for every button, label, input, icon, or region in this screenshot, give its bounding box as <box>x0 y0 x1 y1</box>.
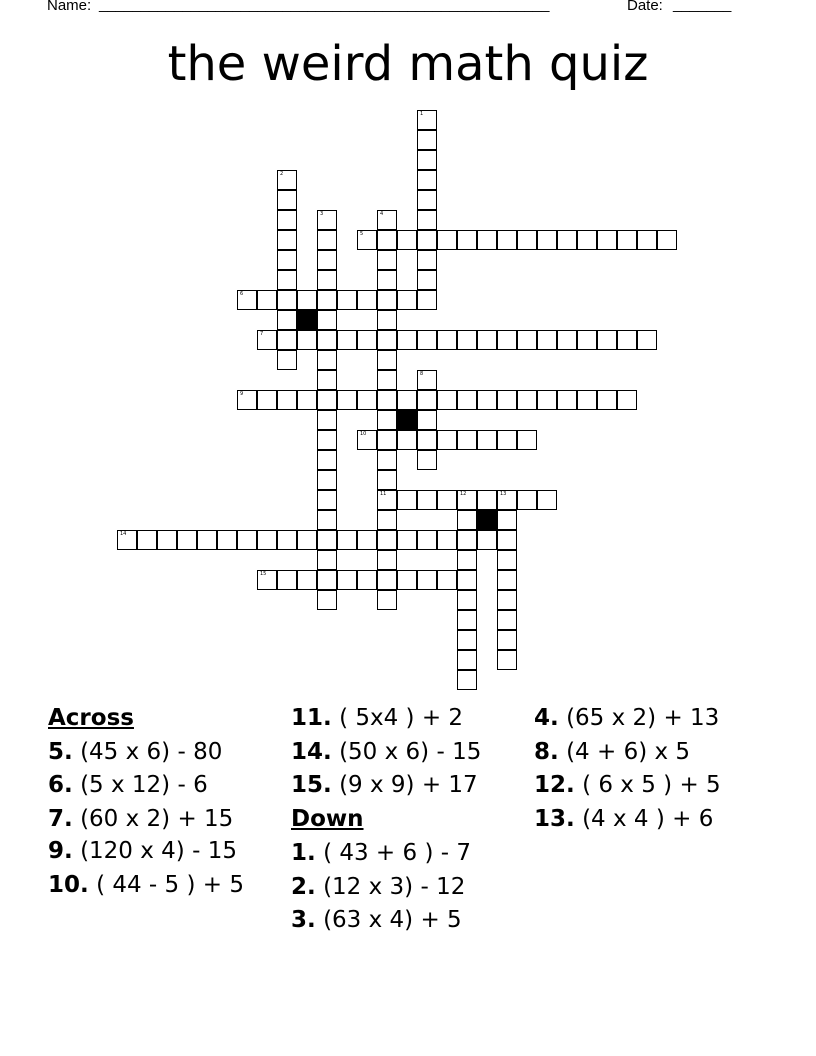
cell-number: 9 <box>240 391 244 397</box>
grid-cell[interactable] <box>497 230 517 250</box>
grid-cell[interactable] <box>317 230 337 250</box>
grid-cell[interactable] <box>597 390 617 410</box>
grid-cell[interactable] <box>257 570 277 590</box>
grid-cell[interactable] <box>437 490 457 510</box>
name-label: Name: <box>47 0 92 14</box>
clue-text: (12 x 3) - 12 <box>323 873 466 900</box>
grid-cell[interactable] <box>477 230 497 250</box>
clue-text: (50 x 6) - 15 <box>339 738 482 765</box>
grid-cell[interactable] <box>457 610 477 630</box>
grid-cell[interactable] <box>377 210 397 230</box>
grid-cell[interactable] <box>417 210 437 230</box>
black-cell <box>397 410 417 430</box>
grid-cell[interactable] <box>197 530 217 550</box>
grid-cell[interactable] <box>317 350 337 370</box>
grid-cell[interactable] <box>357 330 377 350</box>
clue-number: 3. <box>291 907 316 934</box>
grid-cell[interactable] <box>377 470 397 490</box>
clue-across-10 <box>48 869 263 903</box>
grid-cell[interactable] <box>517 390 537 410</box>
grid-cell[interactable] <box>257 390 277 410</box>
clue-number: 8. <box>534 738 559 765</box>
grid-cell[interactable] <box>417 230 437 250</box>
grid-cell[interactable] <box>417 130 437 150</box>
grid-cell[interactable] <box>317 510 337 530</box>
grid-cell[interactable] <box>277 250 297 270</box>
clue-across-6 <box>48 769 263 803</box>
grid-cell[interactable] <box>457 570 477 590</box>
clue-down-12 <box>534 769 764 803</box>
clue-text: (5 x 12) - 6 <box>80 772 208 799</box>
grid-cell[interactable] <box>417 530 437 550</box>
grid-cell[interactable] <box>477 330 497 350</box>
clue-number: 6. <box>48 772 73 799</box>
grid-cell[interactable] <box>417 110 437 130</box>
grid-cell[interactable] <box>457 590 477 610</box>
clue-number: 1. <box>291 839 316 866</box>
grid-cell[interactable] <box>457 530 477 550</box>
grid-cell[interactable] <box>397 230 417 250</box>
grid-cell[interactable] <box>317 530 337 550</box>
grid-cell[interactable] <box>557 390 577 410</box>
grid-cell[interactable] <box>377 370 397 390</box>
grid-cell[interactable] <box>597 230 617 250</box>
grid-cell[interactable] <box>417 330 437 350</box>
grid-cell[interactable] <box>137 530 157 550</box>
grid-cell[interactable] <box>397 330 417 350</box>
grid-cell[interactable] <box>377 550 397 570</box>
grid-cell[interactable] <box>277 190 297 210</box>
grid-cell[interactable] <box>377 410 397 430</box>
cell-number: 1 <box>420 111 424 117</box>
grid-cell[interactable] <box>497 570 517 590</box>
grid-cell[interactable] <box>257 530 277 550</box>
clue-number: 13. <box>534 806 575 833</box>
grid-cell[interactable] <box>217 530 237 550</box>
grid-cell[interactable] <box>437 390 457 410</box>
grid-cell[interactable] <box>417 570 437 590</box>
clue-down-2 <box>291 871 521 905</box>
grid-cell[interactable] <box>357 230 377 250</box>
grid-cell[interactable] <box>277 390 297 410</box>
clues-column-1 <box>48 702 263 903</box>
grid-cell[interactable] <box>377 310 397 330</box>
grid-cell[interactable] <box>337 390 357 410</box>
grid-cell[interactable] <box>577 230 597 250</box>
clue-down-4 <box>534 702 764 736</box>
clue-number: 10. <box>48 871 89 898</box>
grid-cell[interactable] <box>357 290 377 310</box>
grid-cell[interactable] <box>297 570 317 590</box>
cell-number: 13 <box>500 491 507 497</box>
grid-cell[interactable] <box>397 290 417 310</box>
grid-cell[interactable] <box>317 450 337 470</box>
grid-cell[interactable] <box>457 550 477 570</box>
grid-cell[interactable] <box>317 210 337 230</box>
grid-cell[interactable] <box>457 630 477 650</box>
grid-cell[interactable] <box>437 330 457 350</box>
clues-column-3 <box>534 702 764 837</box>
grid-cell[interactable] <box>377 230 397 250</box>
clue-text: ( 6 x 5 ) + 5 <box>582 772 721 799</box>
clue-across-14 <box>291 736 521 770</box>
clue-number: 4. <box>534 705 559 731</box>
grid-cell[interactable] <box>497 610 517 630</box>
grid-cell[interactable] <box>517 430 537 450</box>
down-heading: Down <box>291 806 364 833</box>
grid-cell[interactable] <box>537 390 557 410</box>
black-cell <box>477 510 497 530</box>
grid-cell[interactable] <box>317 270 337 290</box>
grid-cell[interactable] <box>417 290 437 310</box>
grid-cell[interactable] <box>277 330 297 350</box>
grid-cell[interactable] <box>297 330 317 350</box>
grid-cell[interactable] <box>637 230 657 250</box>
clues-column-2 <box>291 702 521 938</box>
across-heading: Across <box>48 705 134 731</box>
grid-cell[interactable] <box>457 670 477 690</box>
grid-cell[interactable] <box>237 390 257 410</box>
grid-cell[interactable] <box>577 390 597 410</box>
grid-cell[interactable] <box>397 570 417 590</box>
grid-cell[interactable] <box>397 390 417 410</box>
grid-cell[interactable] <box>257 330 277 350</box>
grid-cell[interactable] <box>317 370 337 390</box>
grid-cell[interactable] <box>277 170 297 190</box>
clue-text: (9 x 9) + 17 <box>339 772 478 799</box>
date-field-line[interactable]: _______ <box>673 0 732 13</box>
clue-text: (63 x 4) + 5 <box>323 907 462 934</box>
page-title: the weird math quiz <box>167 36 649 92</box>
cell-number: 3 <box>320 211 324 217</box>
grid-cell[interactable] <box>257 290 277 310</box>
clue-number: 5. <box>48 738 73 765</box>
cell-number: 14 <box>120 531 127 537</box>
grid-cell[interactable] <box>377 290 397 310</box>
grid-cell[interactable] <box>537 330 557 350</box>
clue-text: (45 x 6) - 80 <box>80 738 223 765</box>
clue-text: (4 x 4 ) + 6 <box>582 806 714 833</box>
grid-cell[interactable] <box>377 350 397 370</box>
grid-cell[interactable] <box>637 330 657 350</box>
clue-number: 12. <box>534 772 575 799</box>
grid-cell[interactable] <box>597 330 617 350</box>
grid-cell[interactable] <box>117 530 137 550</box>
clue-text: ( 43 + 6 ) - 7 <box>323 839 471 866</box>
clue-down-1 <box>291 837 521 871</box>
clue-down-8 <box>534 736 764 770</box>
grid-cell[interactable] <box>317 290 337 310</box>
cell-number: 6 <box>240 291 244 297</box>
grid-cell[interactable] <box>417 370 437 390</box>
grid-cell[interactable] <box>417 270 437 290</box>
clue-across-9 <box>48 837 263 865</box>
grid-cell[interactable] <box>517 330 537 350</box>
cell-number: 5 <box>360 231 364 237</box>
grid-cell[interactable] <box>437 570 457 590</box>
name-field-line[interactable]: ______________________________________________________ <box>99 0 550 13</box>
black-cell <box>297 310 317 330</box>
grid-cell[interactable] <box>517 490 537 510</box>
grid-cell[interactable] <box>317 410 337 430</box>
grid-cell[interactable] <box>317 430 337 450</box>
grid-cell[interactable] <box>357 430 377 450</box>
grid-cell[interactable] <box>417 410 437 430</box>
grid-cell[interactable] <box>277 230 297 250</box>
grid-cell[interactable] <box>477 490 497 510</box>
grid-cell[interactable] <box>477 530 497 550</box>
cell-number: 11 <box>380 491 387 497</box>
grid-cell[interactable] <box>497 490 517 510</box>
grid-cell[interactable] <box>497 330 517 350</box>
grid-cell[interactable] <box>417 390 437 410</box>
grid-cell[interactable] <box>417 250 437 270</box>
clue-text: (65 x 2) + 13 <box>566 705 720 731</box>
cell-number: 7 <box>260 331 264 337</box>
grid-cell[interactable] <box>497 390 517 410</box>
date-label: Date: <box>627 0 663 14</box>
grid-cell[interactable] <box>417 190 437 210</box>
cell-number: 8 <box>420 371 424 377</box>
clue-number: 15. <box>291 772 332 799</box>
grid-cell[interactable] <box>317 470 337 490</box>
grid-cell[interactable] <box>317 330 337 350</box>
grid-cell[interactable] <box>437 430 457 450</box>
grid-cell[interactable] <box>337 290 357 310</box>
grid-cell[interactable] <box>397 490 417 510</box>
grid-cell[interactable] <box>277 290 297 310</box>
grid-cell[interactable] <box>317 550 337 570</box>
grid-cell[interactable] <box>497 630 517 650</box>
grid-cell[interactable] <box>457 230 477 250</box>
grid-cell[interactable] <box>317 590 337 610</box>
grid-cell[interactable] <box>417 430 437 450</box>
grid-cell[interactable] <box>417 150 437 170</box>
grid-cell[interactable] <box>357 570 377 590</box>
grid-cell[interactable] <box>617 330 637 350</box>
clue-across-15 <box>291 769 521 803</box>
cell-number: 4 <box>380 211 384 217</box>
grid-cell[interactable] <box>557 230 577 250</box>
clue-number: 2. <box>291 873 316 900</box>
grid-cell[interactable] <box>477 430 497 450</box>
grid-cell[interactable] <box>317 250 337 270</box>
grid-cell[interactable] <box>277 310 297 330</box>
grid-cell[interactable] <box>537 490 557 510</box>
grid-cell[interactable] <box>377 590 397 610</box>
grid-cell[interactable] <box>617 230 637 250</box>
grid-cell[interactable] <box>457 430 477 450</box>
grid-cell[interactable] <box>497 430 517 450</box>
grid-cell[interactable] <box>497 510 517 530</box>
grid-cell[interactable] <box>437 230 457 250</box>
grid-cell[interactable] <box>317 310 337 330</box>
grid-cell[interactable] <box>297 390 317 410</box>
clue-number: 14. <box>291 738 332 765</box>
grid-cell[interactable] <box>417 450 437 470</box>
grid-cell[interactable] <box>337 330 357 350</box>
clue-number: 11. <box>291 705 332 731</box>
grid-cell[interactable] <box>277 210 297 230</box>
clue-text: ( 44 - 5 ) + 5 <box>96 871 244 898</box>
clue-number: 9. <box>48 837 73 864</box>
grid-cell[interactable] <box>517 230 537 250</box>
clue-text: (60 x 2) + 15 <box>80 806 234 833</box>
clue-text: (120 x 4) - 15 <box>80 837 237 864</box>
grid-cell[interactable] <box>317 490 337 510</box>
grid-cell[interactable] <box>497 650 517 670</box>
grid-cell[interactable] <box>277 530 297 550</box>
grid-cell[interactable] <box>617 390 637 410</box>
grid-cell[interactable] <box>337 570 357 590</box>
grid-cell[interactable] <box>437 530 457 550</box>
clue-text: (4 + 6) x 5 <box>566 738 691 765</box>
grid-cell[interactable] <box>377 330 397 350</box>
grid-cell[interactable] <box>377 430 397 450</box>
grid-cell[interactable] <box>297 530 317 550</box>
grid-cell[interactable] <box>377 490 397 510</box>
clue-number: 7. <box>48 806 73 833</box>
grid-cell[interactable] <box>237 290 257 310</box>
grid-cell[interactable] <box>497 530 517 550</box>
grid-cell[interactable] <box>357 390 377 410</box>
grid-cell[interactable] <box>277 570 297 590</box>
grid-cell[interactable] <box>277 350 297 370</box>
grid-cell[interactable] <box>157 530 177 550</box>
grid-cell[interactable] <box>457 330 477 350</box>
grid-cell[interactable] <box>337 530 357 550</box>
grid-cell[interactable] <box>377 450 397 470</box>
cell-number: 10 <box>360 431 367 437</box>
grid-cell[interactable] <box>457 390 477 410</box>
grid-cell[interactable] <box>317 570 337 590</box>
grid-cell[interactable] <box>497 550 517 570</box>
clue-across-11 <box>291 702 521 736</box>
grid-cell[interactable] <box>237 530 257 550</box>
grid-cell[interactable] <box>417 170 437 190</box>
grid-cell[interactable] <box>457 510 477 530</box>
clue-down-3 <box>291 904 521 938</box>
grid-cell[interactable] <box>297 290 317 310</box>
grid-cell[interactable] <box>377 510 397 530</box>
grid-cell[interactable] <box>457 650 477 670</box>
cell-number: 2 <box>280 171 284 177</box>
grid-cell[interactable] <box>557 330 577 350</box>
cell-number: 15 <box>260 571 267 577</box>
clue-across-5 <box>48 736 263 770</box>
grid-cell[interactable] <box>577 330 597 350</box>
grid-cell[interactable] <box>377 390 397 410</box>
grid-cell[interactable] <box>537 230 557 250</box>
grid-cell[interactable] <box>397 430 417 450</box>
grid-cell[interactable] <box>377 250 397 270</box>
grid-cell[interactable] <box>177 530 197 550</box>
grid-cell[interactable] <box>317 390 337 410</box>
grid-cell[interactable] <box>377 530 397 550</box>
grid-cell[interactable] <box>417 490 437 510</box>
grid-cell[interactable] <box>377 270 397 290</box>
grid-cell[interactable] <box>377 570 397 590</box>
grid-cell[interactable] <box>277 270 297 290</box>
clue-text: ( 5x4 ) + 2 <box>339 705 464 731</box>
cell-number: 12 <box>460 491 467 497</box>
grid-cell[interactable] <box>397 530 417 550</box>
grid-cell[interactable] <box>497 590 517 610</box>
grid-cell[interactable] <box>357 530 377 550</box>
grid-cell[interactable] <box>457 490 477 510</box>
clue-down-13 <box>534 803 764 837</box>
clue-across-7 <box>48 803 263 837</box>
grid-cell[interactable] <box>657 230 677 250</box>
grid-cell[interactable] <box>477 390 497 410</box>
